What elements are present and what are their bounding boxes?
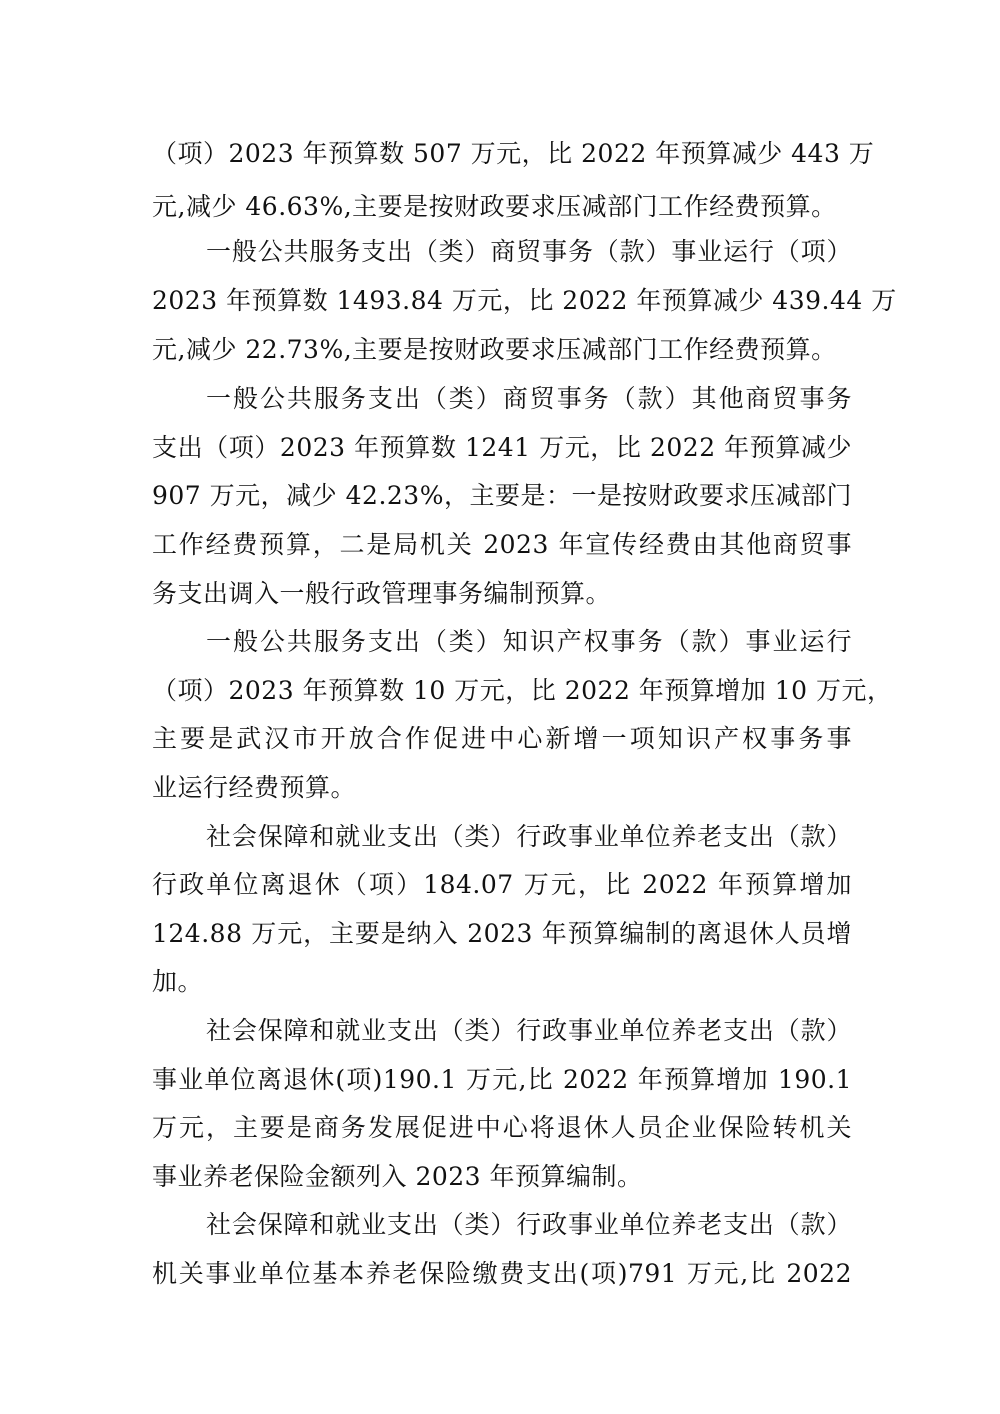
text-line: 主要是武汉市开放合作促进中心新增一项知识产权事务事 <box>152 724 852 753</box>
text-line: 务支出调入一般行政管理事务编制预算。 <box>152 579 612 608</box>
text-line: 万元，主要是商务发展促进中心将退休人员企业保险转机关 <box>152 1113 852 1142</box>
text-line: 机关事业单位基本养老保险缴费支出(项)791 万元,比 2022 <box>152 1259 852 1288</box>
text-line: 2023 年预算数 1493.84 万元，比 2022 年预算减少 439.44 万 <box>152 286 897 315</box>
text-line: （项）2023 年预算数 507 万元，比 2022 年预算减少 443 万 <box>152 139 875 168</box>
text-line: 事业养老保险金额列入 2023 年预算编制。 <box>152 1162 643 1191</box>
text-line: 支出（项）2023 年预算数 1241 万元，比 2022 年预算减少 <box>152 433 852 462</box>
paragraph-start-line: 社会保障和就业支出（类）行政事业单位养老支出（款） <box>206 1210 852 1239</box>
paragraph-start-line: 一般公共服务支出（类）知识产权事务（款）事业运行 <box>206 627 852 656</box>
text-line: 业运行经费预算。 <box>152 773 357 802</box>
paragraph-start-line: 一般公共服务支出（类）商贸事务（款）其他商贸事务 <box>206 384 852 413</box>
paragraph-start-line: 一般公共服务支出（类）商贸事务（款）事业运行（项） <box>206 237 852 266</box>
text-line: 行政单位离退休（项）184.07 万元，比 2022 年预算增加 <box>152 870 852 899</box>
paragraph-start-line: 社会保障和就业支出（类）行政事业单位养老支出（款） <box>206 822 852 851</box>
text-line: 124.88 万元，主要是纳入 2023 年预算编制的离退休人员增 <box>152 919 852 948</box>
text-line: 工作经费预算，二是局机关 2023 年宣传经费由其他商贸事 <box>152 530 852 559</box>
text-line: 元,减少 46.63%,主要是按财政要求压减部门工作经费预算。 <box>152 192 837 221</box>
text-line: 加。 <box>152 967 204 996</box>
text-line: 907 万元，减少 42.23%，主要是：一是按财政要求压减部门 <box>152 481 852 510</box>
text-line: 元,减少 22.73%,主要是按财政要求压减部门工作经费预算。 <box>152 335 837 364</box>
text-line: （项）2023 年预算数 10 万元，比 2022 年预算增加 10 万元， <box>152 676 893 705</box>
text-line: 事业单位离退休(项)190.1 万元,比 2022 年预算增加 190.1 <box>152 1065 852 1094</box>
paragraph-start-line: 社会保障和就业支出（类）行政事业单位养老支出（款） <box>206 1016 852 1045</box>
